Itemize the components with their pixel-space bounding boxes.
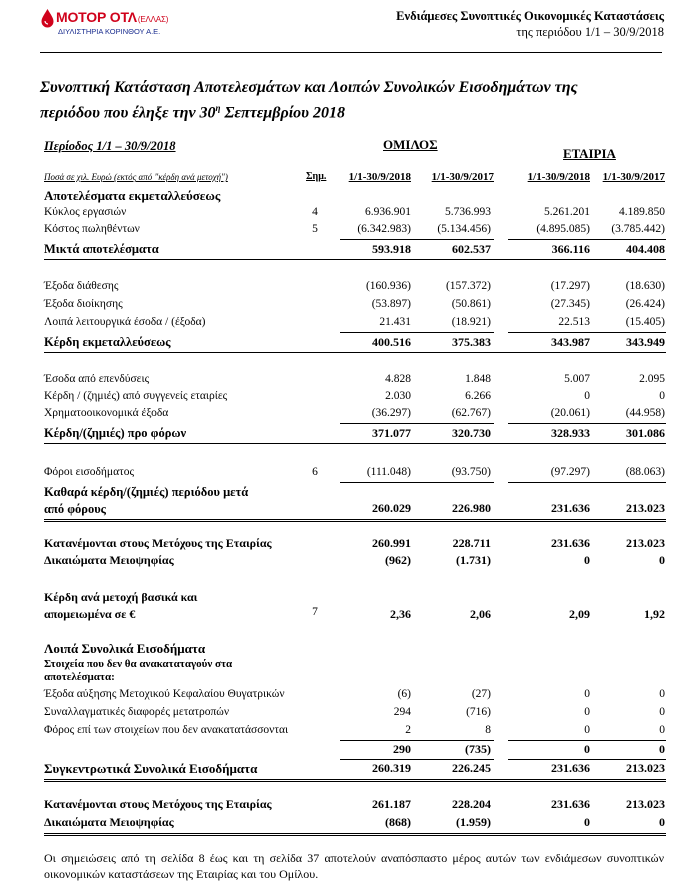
cell-value: (716) [466, 706, 491, 718]
cell-value: 5.007 [564, 373, 590, 385]
table-row-gross-profit [0, 242, 692, 258]
cell-value: 593.918 [372, 242, 411, 256]
cell-value: (157.372) [445, 280, 491, 292]
subtotal-rule [340, 423, 494, 424]
report-period: της περιόδου 1/1 – 30/9/2018 [516, 25, 664, 39]
section-oci-subtitle [0, 658, 692, 688]
report-header [396, 8, 664, 40]
row-label: Καθαρά κέρδη/(ζημιές) περιόδου μετά [44, 485, 249, 499]
amounts-note: Ποσά σε χιλ. Ευρώ (εκτός από "κέρδη ανά μετοχή") [44, 172, 228, 182]
cell-value: 231.636 [551, 501, 590, 515]
cell-value: (27.345) [550, 298, 590, 310]
cell-value: 2,09 [569, 607, 590, 621]
table-row-revenue [0, 206, 692, 222]
table-row-oci-fx [0, 706, 692, 722]
page-title [40, 78, 660, 123]
col-company-2018: 1/1-30/9/2018 [527, 171, 590, 183]
cell-value: 375.383 [452, 335, 491, 349]
subtotal-rule [340, 332, 494, 333]
cell-value: 231.636 [551, 761, 590, 775]
cell-value: (20.061) [550, 407, 590, 419]
cell-value: (17.297) [550, 280, 590, 292]
cell-value: 2.030 [385, 390, 411, 402]
cell-value: 0 [584, 815, 590, 829]
header-divider [40, 52, 662, 53]
row-label: Κέρδη/(ζημιές) προ φόρων [44, 426, 187, 440]
cell-value: 0 [584, 553, 590, 567]
table-row-oci-total [0, 742, 692, 758]
cell-value: (1.731) [456, 553, 491, 567]
row-rule [44, 443, 666, 444]
cell-value: 1.848 [465, 373, 491, 385]
row-label: Δικαιώματα Μειοψηφίας [44, 553, 174, 567]
cell-value: (18.921) [451, 316, 491, 328]
cell-value: 0 [659, 390, 665, 402]
section-operating-results [0, 188, 692, 204]
table-row-oci-capital [0, 688, 692, 704]
row-label: Κέρδη ανά μετοχή βασικά και [44, 590, 198, 604]
row-label: Έξοδα διάθεσης [44, 280, 119, 292]
row-label: Φόρος επί των στοιχείων που δεν ανακατατάσσονται [44, 724, 289, 736]
cell-value: (3.785.442) [611, 223, 665, 235]
cell-value: 1,92 [644, 607, 665, 621]
cell-value: (62.767) [451, 407, 491, 419]
cell-value: (15.405) [625, 316, 665, 328]
note-number: 7 [312, 606, 318, 618]
cell-value: (26.424) [625, 298, 665, 310]
cell-value: 371.077 [372, 426, 411, 440]
row-label: Κύκλος εργασιών [44, 206, 127, 218]
brand-subtitle: ΔΙΥΛΙΣΤΗΡΙΑ ΚΟΡΙΝΘΟΥ Α.Ε. [58, 27, 161, 36]
cell-value: 602.537 [452, 242, 491, 256]
cell-value: 261.187 [372, 797, 411, 811]
note-column-header: Σημ. [306, 171, 327, 182]
table-row-income-tax [0, 466, 692, 482]
col-group-2018: 1/1-30/9/2018 [348, 171, 411, 183]
cell-value: 228.711 [452, 536, 491, 550]
cell-value: 320.730 [452, 426, 491, 440]
cell-value: 2.095 [639, 373, 665, 385]
cell-value: 5.261.201 [544, 206, 590, 218]
cell-value: 0 [659, 553, 665, 567]
cell-value: 0 [584, 706, 590, 718]
cell-value: (868) [385, 815, 411, 829]
subtotal-rule [508, 759, 666, 760]
col-group-2017: 1/1-30/9/2017 [431, 171, 494, 183]
cell-value: (962) [385, 553, 411, 567]
row-label: Κέρδη / (ζημιές) από συγγενείς εταιρίες [44, 390, 228, 402]
cell-value: 4.828 [385, 373, 411, 385]
subtotal-rule [340, 482, 494, 483]
col-company-2017: 1/1-30/9/2017 [602, 171, 665, 183]
cell-value: (53.897) [371, 298, 411, 310]
row-label: Δικαιώματα Μειοψηφίας [44, 815, 174, 829]
table-row-net-profit [0, 485, 692, 519]
subtotal-rule [340, 239, 494, 240]
subtotal-rule [508, 740, 666, 741]
cell-value: 290 [393, 742, 411, 756]
row-label: Λοιπά Συνολικά Εισοδήματα [44, 641, 206, 656]
table-row-eps [0, 590, 692, 624]
subtotal-rule [508, 239, 666, 240]
cell-value: 260.991 [372, 536, 411, 550]
cell-value: 294 [393, 706, 411, 718]
cell-value: 8 [485, 724, 491, 736]
cell-value: 226.245 [452, 761, 491, 775]
row-label: από φόρους [44, 502, 106, 516]
section-oci [0, 641, 692, 657]
row-label: Έξοδα διοίκησης [44, 298, 123, 310]
double-rule [44, 519, 666, 522]
row-label: Χρηματοοικονομικά έξοδα [44, 407, 169, 419]
row-label: Αποτελέσματα εκμεταλλεύσεως [44, 188, 221, 203]
cell-value: 6.266 [465, 390, 491, 402]
row-rule [44, 259, 666, 260]
row-label: Κόστος πωληθέντων [44, 223, 140, 235]
cell-value: 260.319 [372, 761, 411, 775]
cell-value: 343.987 [551, 335, 590, 349]
cell-value: (160.936) [365, 280, 411, 292]
note-number: 4 [312, 206, 318, 218]
cell-value: 366.116 [551, 242, 590, 256]
row-label: Μικτά αποτελέσματα [44, 242, 159, 256]
cell-value: (50.861) [451, 298, 491, 310]
table-row-finance-costs [0, 407, 692, 423]
cell-value: 22.513 [558, 316, 590, 328]
cell-value: 0 [584, 688, 590, 700]
row-label: Στοιχεία που δεν θα ανακαταταγούν στα [44, 658, 233, 670]
group-heading: ΟΜΙΛΟΣ [383, 137, 438, 152]
table-row-associates [0, 390, 692, 406]
company-logo [40, 8, 190, 36]
cell-value: 0 [659, 706, 665, 718]
cell-value: (97.297) [550, 466, 590, 478]
row-label: Συγκεντρωτικά Συνολικά Εισοδήματα [44, 761, 258, 776]
cell-value: (44.958) [625, 407, 665, 419]
double-rule [44, 833, 666, 836]
cell-value: 0 [584, 724, 590, 736]
row-label: απομειωμένα σε € [44, 607, 136, 621]
cell-value: (27) [471, 688, 491, 700]
cell-value: (6.342.983) [357, 223, 411, 235]
cell-value: (6) [397, 688, 411, 700]
subtotal-rule [340, 759, 494, 760]
cell-value: (18.630) [625, 280, 665, 292]
period-label: Περίοδος 1/1 – 30/9/2018 [44, 139, 176, 153]
cell-value: 0 [584, 390, 590, 402]
cell-value: 213.023 [626, 761, 665, 775]
table-row-oci-tax [0, 724, 692, 740]
cell-value: (36.297) [371, 407, 411, 419]
table-row-total-comprehensive [0, 761, 692, 777]
subtotal-rule [340, 740, 494, 741]
row-label: Συναλλαγματικές διαφορές μετατροπών [44, 706, 230, 718]
subtotal-rule [508, 423, 666, 424]
note-number: 6 [312, 466, 318, 478]
row-label: Λοιπά λειτουργικά έσοδα / (έξοδα) [44, 316, 206, 328]
note-number: 5 [312, 223, 318, 235]
row-label: Έξοδα αύξησης Μετοχικού Κεφαλαίου Θυγατρικών [44, 688, 285, 700]
cell-value: 6.936.901 [365, 206, 411, 218]
table-row-investment-income [0, 373, 692, 389]
cell-value: (4.895.085) [536, 223, 590, 235]
row-rule [44, 352, 666, 353]
row-label: Κατανέμονται στους Μετόχους της Εταιρίας [44, 797, 272, 811]
cell-value: 213.023 [626, 536, 665, 550]
cell-value: 231.636 [551, 797, 590, 811]
cell-value: 301.086 [626, 426, 665, 440]
cell-value: 343.949 [626, 335, 665, 349]
cell-value: 226.980 [452, 501, 491, 515]
table-row-attr-owners [0, 536, 692, 552]
row-label: Έσοδα από επενδύσεις [44, 373, 150, 385]
cell-value: 231.636 [551, 536, 590, 550]
cell-value: 0 [659, 742, 665, 756]
table-row-distribution [0, 280, 692, 296]
cell-value: 0 [584, 742, 590, 756]
oil-drop-icon [40, 8, 55, 28]
row-label: Κέρδη εκμεταλλεύσεως [44, 335, 171, 349]
cell-value: 213.023 [626, 797, 665, 811]
table-row-profit-before-tax [0, 426, 692, 442]
row-label: Κατανέμονται στους Μετόχους της Εταιρίας [44, 536, 272, 550]
cell-value: 400.516 [372, 335, 411, 349]
title-line-1: Συνοπτική Κατάσταση Αποτελεσμάτων και Λοιπών Συνολικών Εισοδημάτων της [40, 79, 578, 96]
cell-value: (1.959) [456, 815, 491, 829]
cell-value: 213.023 [626, 501, 665, 515]
table-row-attr-nci [0, 553, 692, 569]
brand-name: ΜΟΤΟΡ ΟΤΛ(ΕΛΛΑΣ) [56, 9, 169, 25]
company-heading: ΕΤΑΙΡΙΑ [563, 146, 616, 161]
cell-value: 0 [659, 815, 665, 829]
cell-value: 2 [405, 724, 411, 736]
cell-value: 2,06 [470, 607, 491, 621]
report-name: Ενδιάμεσες Συνοπτικές Οικονομικές Καταστάσεις [396, 9, 664, 23]
cell-value: 4.189.850 [619, 206, 665, 218]
cell-value: (735) [465, 742, 491, 756]
cell-value: (93.750) [451, 466, 491, 478]
title-line-2: περιόδου που έληξε την $30^\eta$ Σεπτεμβρίου 2018 [40, 103, 345, 122]
cell-value: 328.933 [551, 426, 590, 440]
double-rule [44, 779, 666, 782]
table-row-cost-of-sales [0, 223, 692, 239]
row-label: Φόροι εισοδήματος [44, 466, 135, 478]
cell-value: 0 [659, 724, 665, 736]
footnote: Οι σημειώσεις από τη σελίδα 8 έως και τη σελίδα 37 αποτελούν αναπόσπαστο μέρος αυτών των ενδιάμεσων συνοπτικών οικονομικών καταστάσεων της Εταιρίας και του Ομίλου. [44, 851, 664, 881]
table-row-operating-profit [0, 335, 692, 351]
table-row-other-operating [0, 316, 692, 332]
row-label: αποτελέσματα: [44, 671, 115, 683]
cell-value: (88.063) [625, 466, 665, 478]
table-row-tci-nci [0, 815, 692, 831]
cell-value: (111.048) [366, 466, 411, 478]
table-row-admin [0, 298, 692, 314]
subtotal-rule [508, 332, 666, 333]
table-row-tci-owners [0, 797, 692, 813]
cell-value: 5.736.993 [445, 206, 491, 218]
subtotal-rule [508, 482, 666, 483]
cell-value: 260.029 [372, 501, 411, 515]
cell-value: 2,36 [390, 607, 411, 621]
cell-value: 228.204 [452, 797, 491, 811]
cell-value: 0 [659, 688, 665, 700]
cell-value: 404.408 [626, 242, 665, 256]
cell-value: (5.134.456) [437, 223, 491, 235]
cell-value: 21.431 [379, 316, 411, 328]
